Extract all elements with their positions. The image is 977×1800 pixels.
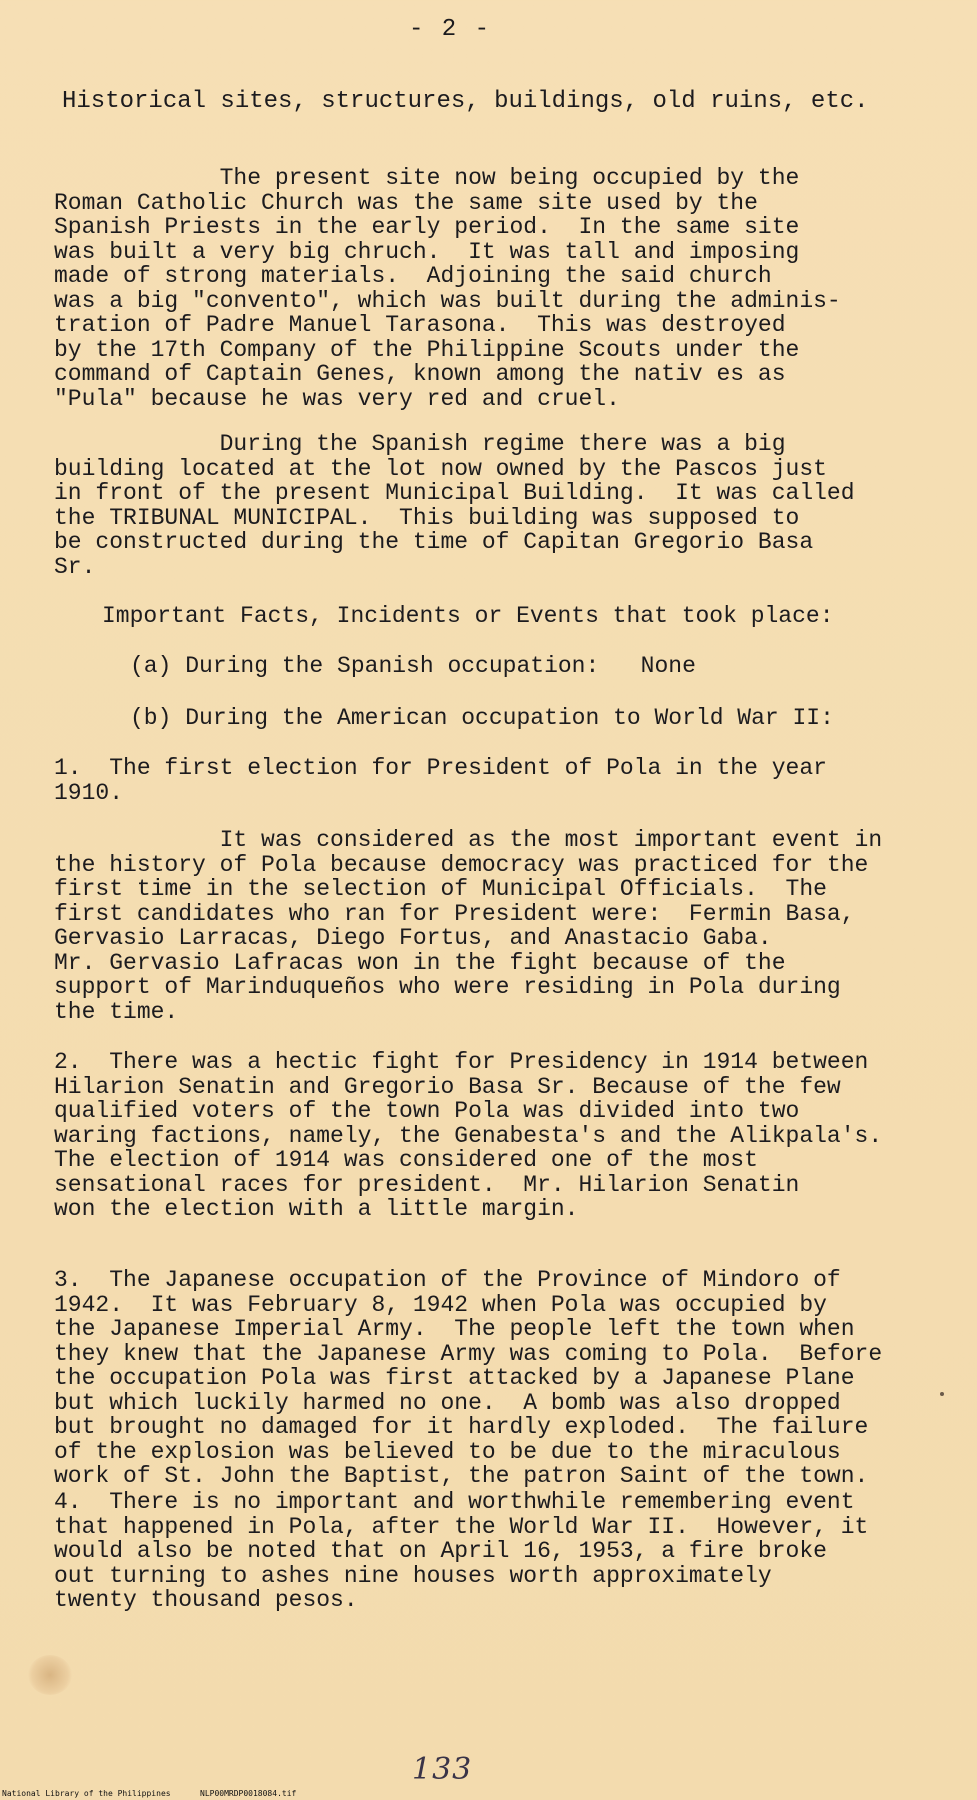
event-4: 4. There is no important and worthwhile remembering event that happened in Pola, after the World War II. However, it would also be noted that on April 16, 1953, a fire broke out turning to ashes nine houses worth approximately twenty thousand pesos. — [54, 1489, 869, 1613]
section-heading-historical-sites: Historical sites, structures, buildings, old ruins, etc. — [62, 88, 869, 115]
paragraph-roman-catholic-church: The present site now being occupied by the Roman Catholic Church was the same site used by the Spanish Priests in the early period. In the same site was built a very big chruch. It was tall and imposing made of strong materials. Adjoining the said church was a big "convento", which was built during the adminis- tration of Padre Manuel Tarasona. This was destroyed by the 17th Company of the Philippine Scouts under the command of Captain Genes, known among the nativ es as "Pula" because he was very red and cruel. — [54, 165, 841, 412]
event-1-title: 1. The first election for President of Pola in the year 1910. — [54, 755, 827, 806]
event-2: 2. There was a hectic fight for Presidency in 1914 between Hilarion Senatin and Gregorio Basa Sr. Because of the few qualified voters of the town Pola was divided into two waring factions, namely, the Genabesta's and the Alikpala's. The election of 1914 was considered one of the most sensational races for president. Mr. Hilarion Senatin won the election with a little margin. — [54, 1049, 883, 1222]
handwritten-page-number: 133 — [412, 1752, 473, 1787]
event-3: 3. The Japanese occupation of the Province of Mindoro of 1942. It was February 8, 1942 when Pola was occupied by the Japanese Imperial Army. The people left the town when they knew that the Japanese Army was coming to Pola. Before the occupation Pola was first attacked by a Japanese Plane but which luckily harmed no one. A bomb was also dropped but brought no damaged for it hardly exploded. The failure of the explosion was believed to be due to the miraculous work of St. John the Baptist, the patron Saint of the town. — [54, 1267, 883, 1489]
footer-source-label: National Library of the Philippines — [2, 1789, 171, 1798]
paper-speck — [940, 1392, 944, 1396]
item-spanish-occupation: (a) During the Spanish occupation: None — [130, 653, 696, 679]
paper-stain — [28, 1655, 72, 1695]
event-1-body: It was considered as the most important event in the history of Pola because democracy was practiced for the first time in the selection of Municipal Officials. The first candidates who ran for President were: Fermin Basa, Gervasio Larracas, Diego Fortus, and Anastacio Gaba. Mr. Gervasio Lafracas won in the fight because of the support of Marinduqueños who were residing in Pola during the time. — [54, 827, 883, 1025]
item-american-occupation: (b) During the American occupation to World War II: — [130, 705, 834, 731]
footer-file-name: NLP00MRDP0018084.tif — [200, 1789, 297, 1798]
page-number: - 2 - — [408, 16, 491, 43]
paragraph-tribunal-municipal: During the Spanish regime there was a big building located at the lot now owned by the Pascos just in front of the present Municipal Building. It was called the TRIBUNAL MUNICIPAL. This building was supposed to be constructed during the time of Capitan Gregorio Basa Sr. — [54, 431, 855, 580]
section-heading-important-facts: Important Facts, Incidents or Events that took place: — [102, 603, 834, 629]
